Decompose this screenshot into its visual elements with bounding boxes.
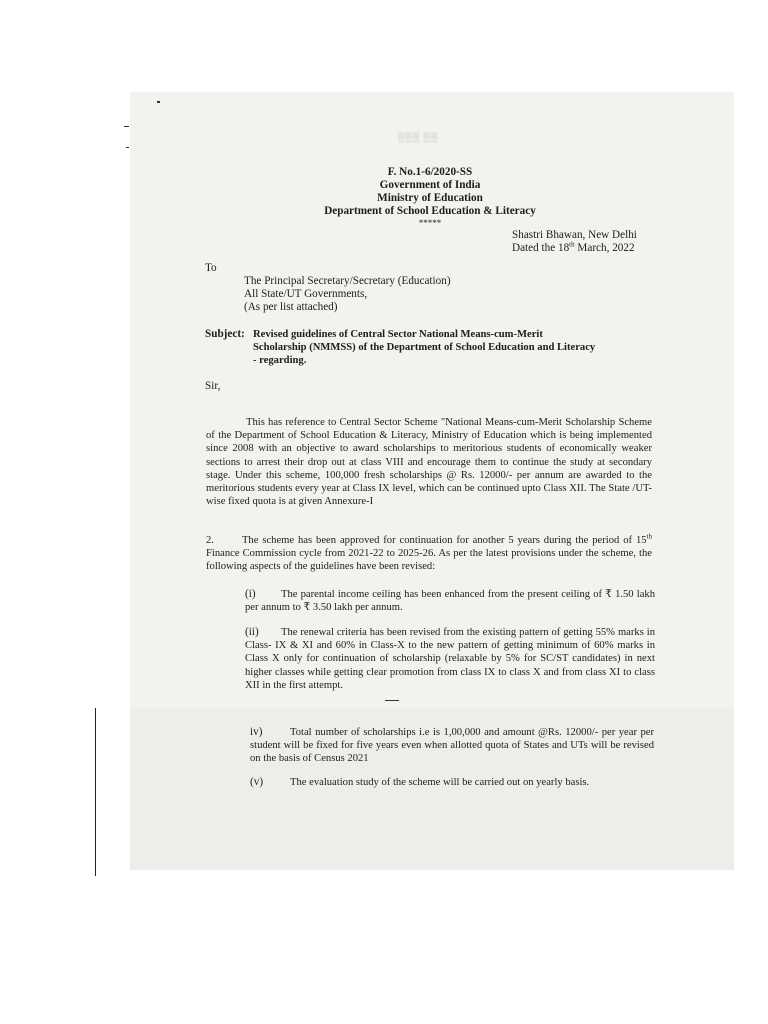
ministry-line: Ministry of Education xyxy=(377,192,483,204)
point-number: (v) xyxy=(250,776,264,788)
department-line: Department of School Education & Literacy xyxy=(324,205,536,217)
place-line: Shastri Bhawan, New Delhi xyxy=(512,229,637,241)
point-text: Total number of scholarships i.e is 1,00,000 and amount @Rs. 12000/- per year per student will be fixed for five years even when allotted quota of States and UTs will be revised on the basis of Census 2021 xyxy=(250,727,654,765)
date-line xyxy=(512,242,635,255)
scan-speck xyxy=(385,700,399,701)
addressee-line: The Principal Secretary/Secretary (Education) xyxy=(244,275,451,287)
point-text: The parental income ceiling has been enhanced from the present ceiling of ₹ 1.50 lakh per annum to ₹ 3.50 lakh per annum. xyxy=(245,589,655,614)
point-text: The renewal criteria has been revised from the existing pattern of getting 55% marks in Class- IX & XI and 60% in Class-X to the new pattern of getting minimum of 60% marks in Class X only for continuation of scholarship (relaxable by 5% for SC/ST candidates) in next higher classes while getting clear promotion from class IX to class X and from class XI to class XII in the first attempt. xyxy=(245,627,655,691)
paragraph-2-sup: th xyxy=(646,532,652,541)
subject-line: Revised guidelines of Central Sector National Means-cum-Merit xyxy=(253,329,543,340)
addressee-line: All State/UT Governments, xyxy=(244,288,368,300)
scan-speck xyxy=(124,126,129,127)
date-suffix: th xyxy=(569,240,575,249)
point-number: (i) xyxy=(245,588,256,600)
scan-speck xyxy=(157,101,160,103)
file-number: F. No.1-6/2020-SS xyxy=(387,166,473,178)
scan-edge-line xyxy=(95,708,96,876)
point-text: The evaluation study of the scheme will be carried out on yearly basis. xyxy=(290,777,590,788)
date-rest: March, 2022 xyxy=(574,242,635,254)
to-label: To xyxy=(205,262,217,274)
addressee-line: (As per list attached) xyxy=(244,301,338,313)
salutation: Sir, xyxy=(205,380,221,392)
header-stars: ***** xyxy=(418,218,442,228)
point-number: iv) xyxy=(250,726,263,738)
subject-label: Subject: xyxy=(205,328,245,340)
date-prefix: Dated the xyxy=(512,242,558,254)
paragraph-2 xyxy=(206,534,652,574)
government-line: Government of India xyxy=(379,179,481,191)
paragraph-2-number: 2. xyxy=(206,535,214,546)
subject-line: Scholarship (NMMSS) of the Department of School Education and Literacy xyxy=(253,342,596,353)
paragraph-2-text: The scheme has been approved for continuation for another 5 years during the period of 15 xyxy=(241,535,647,546)
paragraph-1: This has reference to Central Sector Scheme "National Means-cum-Merit Scholarship Scheme of the Department of School Education & Literacy, Ministry of Education which is being implemented since 2008 with an objective to award scholarships to meritorious students of economically weaker sections to arrest their drop out at class VIII and encourage them to continue the study at secondary stage. Under this scheme, 100,000 fresh scholarships @ Rs. 12000/- per annum are awarded to the meritorious students every year at Class IX level, which can be continued upto Class XII. The State /UT-wise fixed quota is at given Annexure-I xyxy=(206,417,652,508)
scan-speck xyxy=(126,147,129,148)
faint-stamp-mark: ▒▒▒ ▒▒ xyxy=(398,132,439,142)
date-day: 18 xyxy=(557,242,570,254)
subject-line: - regarding. xyxy=(253,355,307,366)
point-number: (ii) xyxy=(245,626,259,638)
paragraph-2-text-rest: Finance Commission cycle from 2021-22 to 2025-26. As per the latest provisions under the scheme, the following aspects of the guidelines have been revised: xyxy=(206,548,652,573)
